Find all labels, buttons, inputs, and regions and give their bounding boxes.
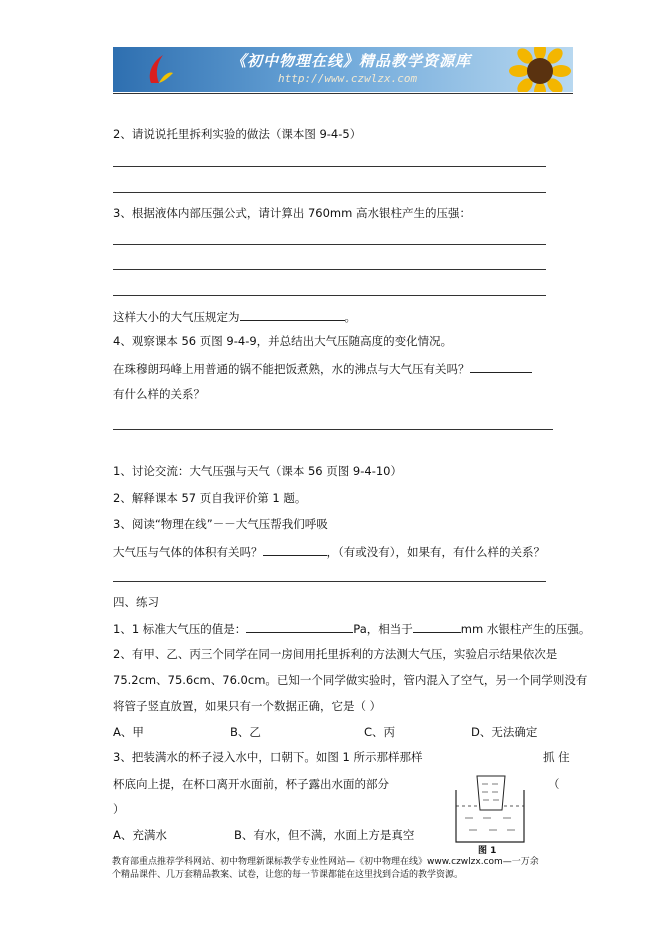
footer-line-2: 个精品课件、几万套精品教案、试卷，让您的每一节课都能在这里找到合适的教学资源。	[112, 870, 464, 880]
exercise-3-line-2: 杯底向上提，在杯口离开水面前，杯子露出水面的部分	[113, 777, 389, 791]
question-4-relation: 有什么样的关系？	[113, 387, 205, 401]
discussion-3: 3、阅读“物理在线”－－大气压帮我们呼吸	[113, 517, 328, 531]
option-d[interactable]: D、无法确定	[471, 725, 538, 739]
fill-blank[interactable]	[246, 621, 353, 633]
option-a[interactable]: A、甲	[113, 725, 144, 739]
question-3: 3、根据液体内部压强公式，请计算出 760mm 高水银柱产生的压强：	[113, 206, 471, 220]
header-divider	[113, 93, 573, 94]
site-title: 《初中物理在线》精品教学资源库	[231, 52, 472, 70]
footer-line-1: 教育部重点推荐学科网站、初中物理新课标教学专业性网站—《初中物理在线》www.czwlzx.com—一万余	[112, 857, 539, 867]
option-b[interactable]: B、乙	[230, 725, 261, 739]
exercise-1: 1、1 标准大气压的值是： Pa，相当于 mm 水银柱产生的压强。	[113, 622, 591, 636]
figure-caption: 图 1	[478, 846, 497, 856]
fill-blank[interactable]	[413, 621, 461, 633]
answer-line	[113, 295, 546, 296]
exercise-3-line-3: ）	[113, 802, 125, 816]
cup-in-water-figure	[455, 772, 525, 852]
fill-blank[interactable]	[240, 309, 345, 321]
atmosphere-definition: 这样大小的大气压规定为 。	[113, 310, 356, 324]
exercise-3-paren: （	[548, 777, 560, 791]
question-2: 2、请说说托里拆利实验的做法（课本图 9-4-5）	[113, 127, 362, 141]
discussion-3-question: 大气压与气体的体积有关吗？ ，（有或没有），如果有，有什么样的关系？	[113, 545, 545, 559]
exercise-3-option-b[interactable]: B、有水，但不满，水面上方是真空	[234, 828, 415, 842]
page-footer	[112, 856, 572, 882]
exercise-2-line-3: 将管子竖直放置，如果只有一个数据正确，它是（ ）	[113, 699, 382, 713]
site-url[interactable]: http://www.czwlzx.com	[278, 72, 418, 85]
discussion-1: 1、讨论交流：大气压强与天气（课本 56 页图 9-4-10）	[113, 464, 402, 478]
question-4: 4、观察课本 56 页图 9-4-9，并总结出大气压随高度的变化情况。	[113, 334, 453, 348]
answer-line	[113, 429, 553, 430]
exercise-3-option-a[interactable]: A、充满水	[113, 828, 167, 842]
exercise-2-line-1: 2、有甲、乙、丙三个同学在同一房间用托里拆利的方法测大气压，实验启示结果依次是	[113, 647, 558, 661]
answer-line	[113, 166, 546, 167]
sunflower-icon	[505, 47, 573, 92]
option-c[interactable]: C、丙	[364, 725, 396, 739]
answer-line	[113, 581, 546, 582]
fill-blank[interactable]	[470, 361, 532, 373]
exercise-2-line-2: 75.2cm、75.6cm、76.0cm。已知一个同学做实验时，管内混入了空气，另一个同学则没有	[113, 673, 588, 687]
answer-line	[113, 244, 546, 245]
answer-line	[113, 192, 546, 193]
exercise-3-line-1-tail: 抓 住	[543, 750, 570, 764]
fill-blank[interactable]	[263, 544, 327, 556]
site-logo-icon	[145, 53, 175, 87]
exercise-3-line-1: 3、把装满水的杯子浸入水中，口朝下。如图 1 所示那样那样	[113, 750, 423, 764]
section-heading: 四、练习	[113, 595, 159, 609]
header-banner	[113, 47, 573, 92]
question-4-boiling: 在珠穆朗玛峰上用普通的锅不能把饭煮熟，水的沸点与大气压有关吗？	[113, 361, 532, 377]
discussion-2: 2、解释课本 57 页自我评价第 1 题。	[113, 491, 307, 505]
answer-line	[113, 269, 546, 270]
